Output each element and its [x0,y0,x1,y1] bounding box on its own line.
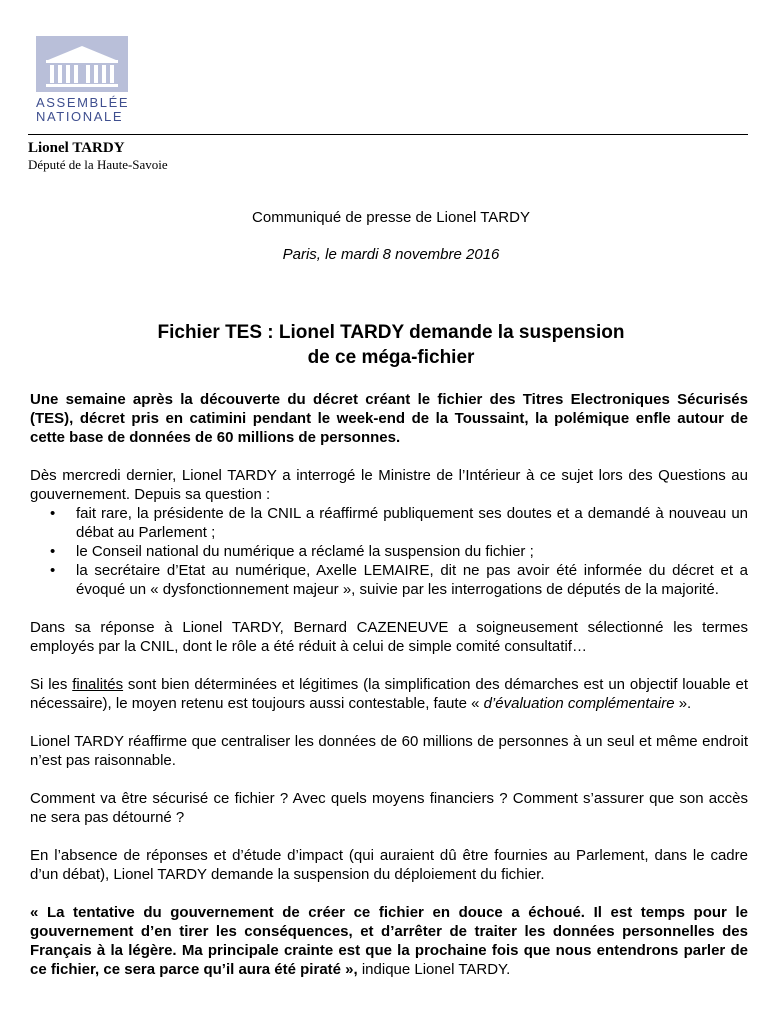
finalites-pre: Si les [30,676,73,693]
paragraph-centralisation: Lionel TARDY réaffirme que centraliser les données de 60 millions de personnes à un seul et même endroit n’est pas raisonnable. [30,733,748,769]
author-role: Député de la Haute-Savoie [28,157,168,172]
finalites-underlined: finalités [72,676,124,693]
press-release-line: Communiqué de presse de Lionel TARDY [252,209,530,226]
paragraph-questions: Dès mercredi dernier, Lionel TARDY a interrogé le Ministre de l’Intérieur à ce sujet lors des Questions au gouvernement. Depuis sa question : [30,467,748,503]
paragraph-cazeneuve: Dans sa réponse à Lionel TARDY, Bernard CAZENEUVE a soigneusement sélectionné les termes employés par la CNIL, dont le rôle a été réduit à celui de simple comité consultatif… [30,619,748,655]
finalites-italic: d’évaluation complémentaire [483,695,675,712]
finalites-mid: sont bien déterminées et légitimes (la simplification des démarches est un objectif louable et nécessaire), le moyen retenu est toujours aussi contestable, faute « [30,676,748,712]
headline [0,320,782,370]
header-divider [28,134,748,135]
paragraph-suspension: En l’absence de réponses et d’étude d’impact (qui auraient dû être fournies au Parlement, dans le cadre d’un débat), Lionel TARDY demande la suspension du déploiement du fichier. [30,847,748,883]
list-item-text: fait rare, la présidente de la CNIL a réaffirmé publiquement ses doutes et a demandé à nouveau un débat au Parlement ; [76,505,748,541]
bullet-icon: • [50,543,56,560]
list-item [50,542,748,561]
quote-attribution: indique Lionel TARDY. [357,961,511,978]
dateline: Paris, le mardi 8 novembre 2016 [282,246,500,263]
headline-line-1: Fichier TES : Lionel TARDY demande la suspension [157,322,625,343]
list-item [50,504,748,542]
lead-paragraph: Une semaine après la découverte du décret créant le fichier des Titres Electroniques Sécurisés (TES), décret pris en catimini pendant le week-end de la Toussaint, la polémique enfle autour de cette base de données de 60 millions de personnes. [30,391,748,446]
list-item [50,561,748,599]
bullet-icon: • [50,505,56,522]
author-block [28,139,168,173]
paragraph-questions-securite: Comment va être sécurisé ce fichier ? Avec quels moyens financiers ? Comment s’assurer que son accès ne sera pas détourné ? [30,790,748,826]
paragraph-finalites [30,675,748,713]
author-name: Lionel TARDY [28,140,125,156]
headline-line-2: de ce méga-fichier [307,347,475,368]
closing-quote [30,903,748,979]
quote-bold-text: « La tentative du gouvernement de créer ce fichier en douce a échoué. Il est temps pour le gouvernement d’en tirer les conséquences, et d’arrêter de traiter les données personnelles des Français à la légère. Ma principale crainte est que la prochaine fois que nous entendrons parler de ce fichier, ce sera parce qu’il aura été piraté », [30,904,748,978]
logo-line-2: NATIONALE [36,109,124,124]
article-body [30,390,748,998]
hemicycle-emblem-icon [36,36,128,92]
list-item-text: la secrétaire d’Etat au numérique, Axelle LEMAIRE, dit ne pas avoir été informée du décret et a évoqué un « dysfonctionnement majeur », suivie par les interrogations de députés de la majorité. [76,562,748,598]
reactions-list [30,504,748,599]
assemblee-nationale-logo [36,36,128,124]
finalites-post: ». [674,695,692,712]
bullet-icon: • [50,562,56,579]
list-item-text: le Conseil national du numérique a réclamé la suspension du fichier ; [76,543,534,560]
logo-line-1: ASSEMBLÉE [36,95,130,110]
